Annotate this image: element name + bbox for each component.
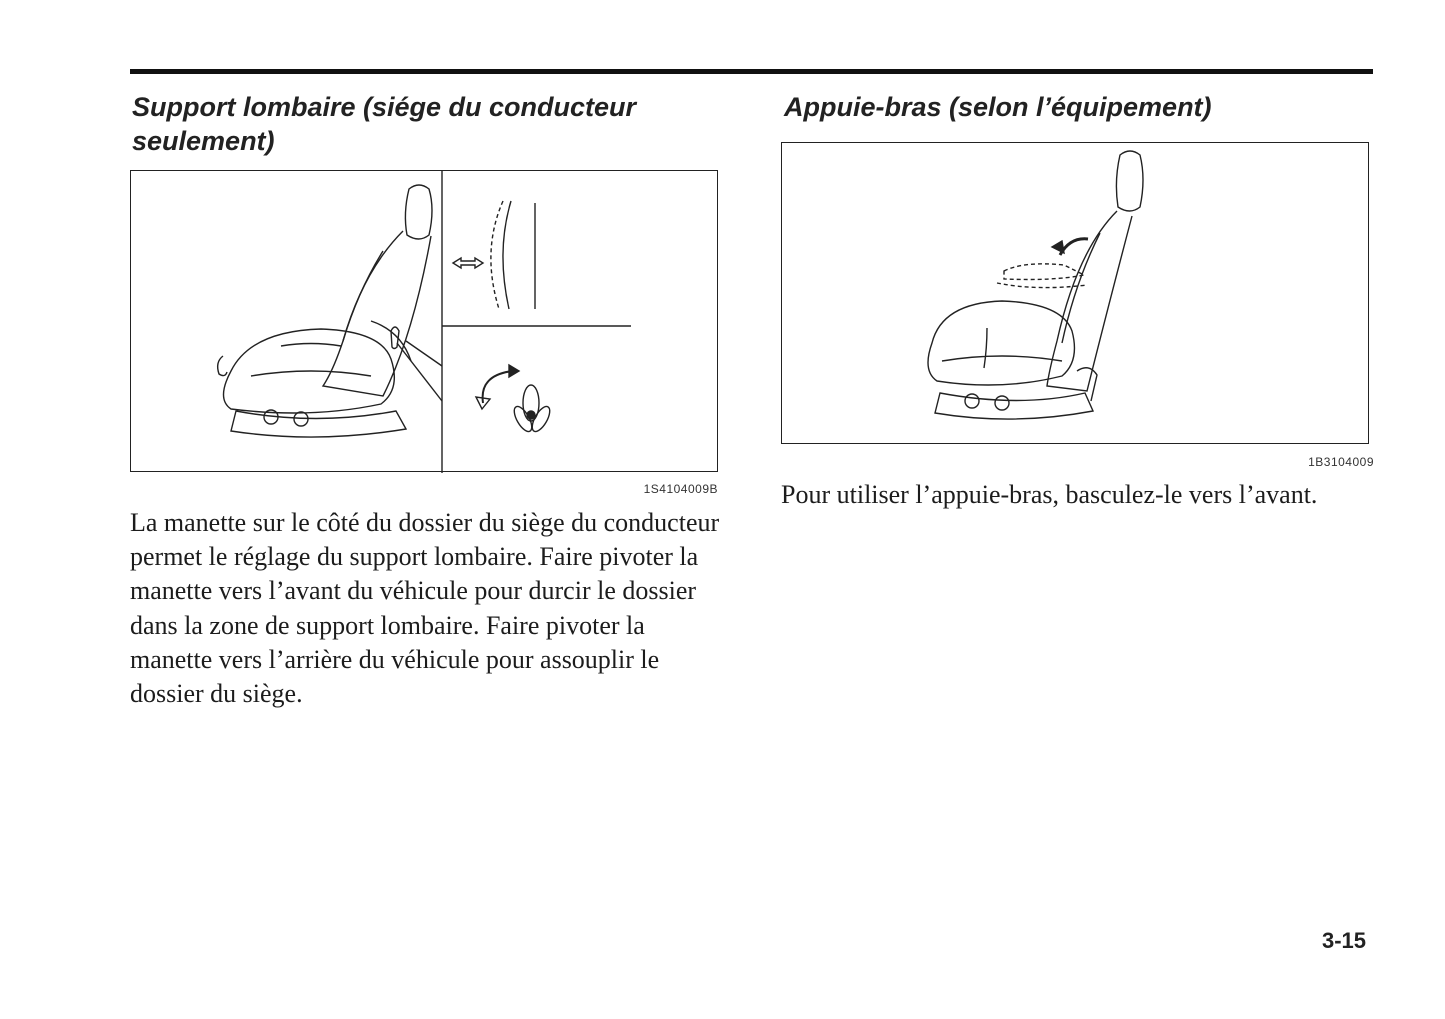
armrest-figure [781, 142, 1369, 444]
lumbar-support-figure [130, 170, 718, 472]
page-number: 3-15 [1321, 928, 1366, 953]
armrest-figure-code: 1B3104009 [1308, 455, 1374, 469]
lumbar-figure-code: 1S4104009B [643, 482, 718, 496]
top-rule [130, 69, 1373, 74]
lumbar-support-heading: Support lombaire (siége du conducteur seulement) [132, 92, 637, 156]
armrest-heading: Appuie-bras (selon l’équipement) [784, 92, 1212, 122]
lumbar-support-paragraph: La manette sur le côté du dossier du siège du conducteur permet le réglage du support lombaire. Faire pivoter la manette vers l’avant du véhicule pour durcir le dossier dans la zone de support lombaire. Faire pivoter la manette vers l’arrière du véhicule pour assouplir le dossier du siège. [130, 508, 720, 709]
lumbar-seat-illustration [131, 171, 719, 473]
armrest-seat-illustration [782, 143, 1370, 445]
armrest-paragraph: Pour utiliser l’appuie-bras, basculez-le vers l’avant. [781, 480, 1318, 509]
